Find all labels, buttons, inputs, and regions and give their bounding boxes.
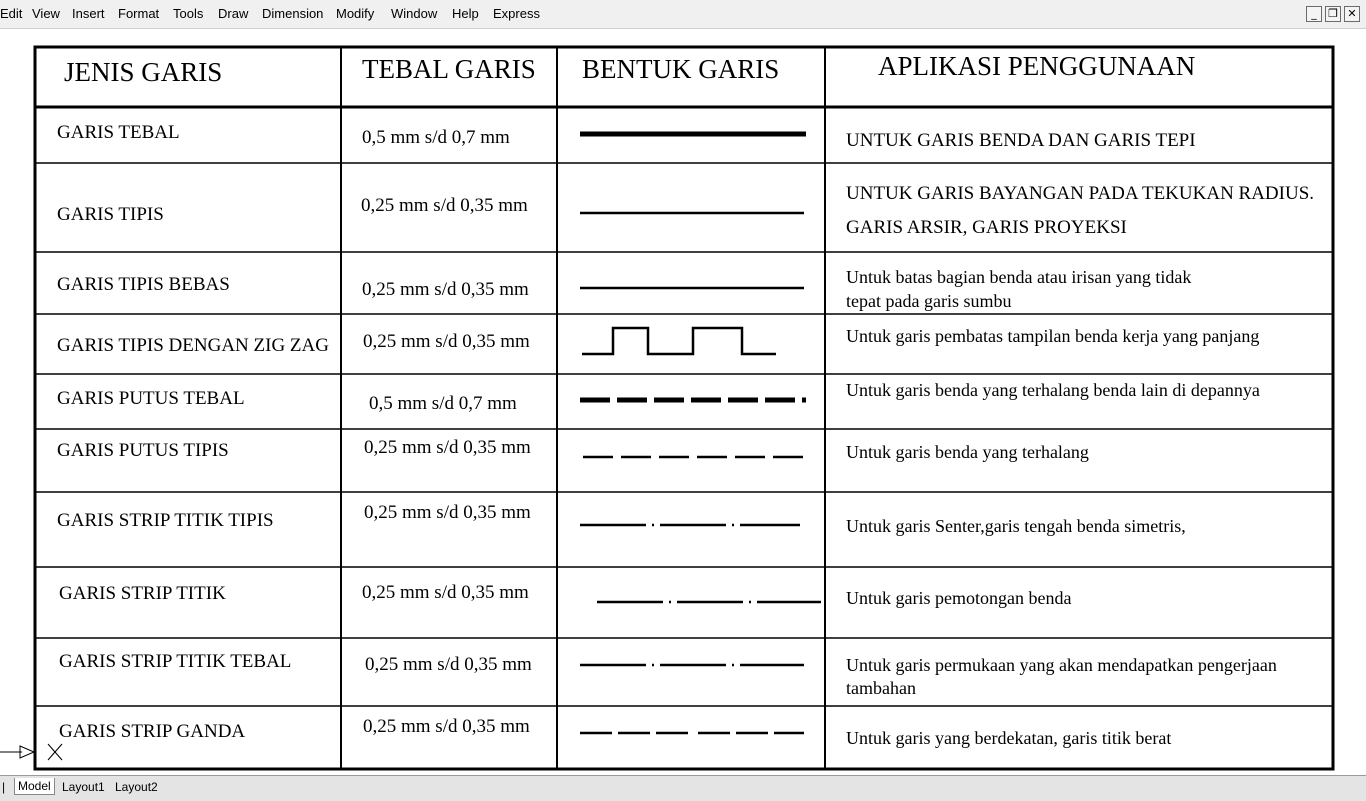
aplikasi-strip-titik-tipis: Untuk garis Senter,garis tengah benda simetris, — [846, 516, 1186, 536]
menu-insert[interactable]: Insert — [72, 6, 105, 21]
tab-layout1[interactable]: Layout1 — [62, 780, 105, 794]
jenis-garis-zigzag: GARIS TIPIS DENGAN ZIG ZAG — [57, 335, 329, 356]
menu-view[interactable]: View — [32, 6, 60, 21]
menu-format[interactable]: Format — [118, 6, 160, 21]
menu-window[interactable]: Window — [391, 6, 438, 21]
menu-modify[interactable]: Modify — [336, 6, 375, 21]
layout-tab-bar — [0, 775, 1366, 801]
aplikasi-strip-titik-tebal-line1: Untuk garis permukaan yang akan mendapatkan pengerjaan — [846, 655, 1277, 675]
menu-express[interactable]: Express — [493, 6, 540, 21]
jenis-garis-tipis: GARIS TIPIS — [57, 204, 164, 225]
header-aplikasi-penggunaan: APLIKASI PENGGUNAAN — [878, 51, 1196, 81]
tab-nav-arrow[interactable]: | — [2, 780, 6, 794]
jenis-strip-ganda: GARIS STRIP GANDA — [59, 721, 246, 742]
tebal-strip-titik: 0,25 mm s/d 0,35 mm — [362, 582, 529, 603]
aplikasi-strip-titik: Untuk garis pemotongan benda — [846, 588, 1072, 608]
jenis-garis-putus-tebal: GARIS PUTUS TEBAL — [57, 388, 245, 409]
aplikasi-garis-putus-tebal: Untuk garis benda yang terhalang benda lain di depannya — [846, 380, 1260, 400]
aplikasi-strip-ganda: Untuk garis yang berdekatan, garis titik berat — [846, 728, 1172, 748]
line-sample-zigzag — [582, 328, 776, 354]
menu-edit[interactable]: Edit — [0, 6, 23, 21]
jenis-garis-putus-tipis: GARIS PUTUS TIPIS — [57, 440, 229, 461]
jenis-strip-titik: GARIS STRIP TITIK — [59, 583, 226, 604]
aplikasi-garis-tipis-line2: GARIS ARSIR, GARIS PROYEKSI — [846, 217, 1127, 238]
tebal-strip-titik-tipis: 0,25 mm s/d 0,35 mm — [364, 502, 531, 523]
tebal-garis-putus-tebal: 0,5 mm s/d 0,7 mm — [369, 393, 517, 414]
aplikasi-garis-tebal: UNTUK GARIS BENDA DAN GARIS TEPI — [846, 130, 1196, 151]
header-bentuk-garis: BENTUK GARIS — [582, 54, 780, 84]
tebal-garis-putus-tipis: 0,25 mm s/d 0,35 mm — [364, 437, 531, 458]
menu-bar — [0, 0, 1366, 29]
aplikasi-strip-titik-tebal-line2: tambahan — [846, 678, 916, 698]
tebal-garis-tipis: 0,25 mm s/d 0,35 mm — [361, 195, 528, 216]
tebal-garis-tebal: 0,5 mm s/d 0,7 mm — [362, 127, 510, 148]
restore-button[interactable]: ❐ — [1325, 6, 1341, 22]
tab-model[interactable]: Model — [14, 778, 55, 795]
minimize-button[interactable]: _ — [1306, 6, 1322, 22]
tebal-garis-zigzag: 0,25 mm s/d 0,35 mm — [363, 331, 530, 352]
tebal-strip-titik-tebal: 0,25 mm s/d 0,35 mm — [365, 654, 532, 675]
tab-layout2[interactable]: Layout2 — [115, 780, 158, 794]
header-jenis-garis: JENIS GARIS — [64, 57, 223, 87]
close-button[interactable]: ✕ — [1344, 6, 1360, 22]
drawing-canvas[interactable] — [0, 29, 1366, 775]
menu-draw[interactable]: Draw — [218, 6, 249, 21]
aplikasi-garis-zigzag: Untuk garis pembatas tampilan benda kerja yang panjang — [846, 326, 1260, 346]
aplikasi-garis-tipis-bebas-line1: Untuk batas bagian benda atau irisan yang tidak — [846, 267, 1192, 287]
jenis-garis-tebal: GARIS TEBAL — [57, 122, 180, 143]
menu-help[interactable]: Help — [452, 6, 479, 21]
tebal-strip-ganda: 0,25 mm s/d 0,35 mm — [363, 716, 530, 737]
jenis-strip-titik-tebal: GARIS STRIP TITIK TEBAL — [59, 651, 292, 672]
tebal-garis-tipis-bebas: 0,25 mm s/d 0,35 mm — [362, 279, 529, 300]
ucs-icon — [0, 744, 62, 760]
jenis-strip-titik-tipis: GARIS STRIP TITIK TIPIS — [57, 510, 274, 531]
header-tebal-garis: TEBAL GARIS — [362, 54, 536, 84]
jenis-garis-tipis-bebas: GARIS TIPIS BEBAS — [57, 274, 230, 295]
menu-dimension[interactable]: Dimension — [262, 6, 324, 21]
aplikasi-garis-tipis-bebas-line2: tepat pada garis sumbu — [846, 291, 1012, 311]
aplikasi-garis-tipis-line1: UNTUK GARIS BAYANGAN PADA TEKUKAN RADIUS. — [846, 183, 1315, 204]
menu-tools[interactable]: Tools — [173, 6, 204, 21]
aplikasi-garis-putus-tipis: Untuk garis benda yang terhalang — [846, 442, 1089, 462]
